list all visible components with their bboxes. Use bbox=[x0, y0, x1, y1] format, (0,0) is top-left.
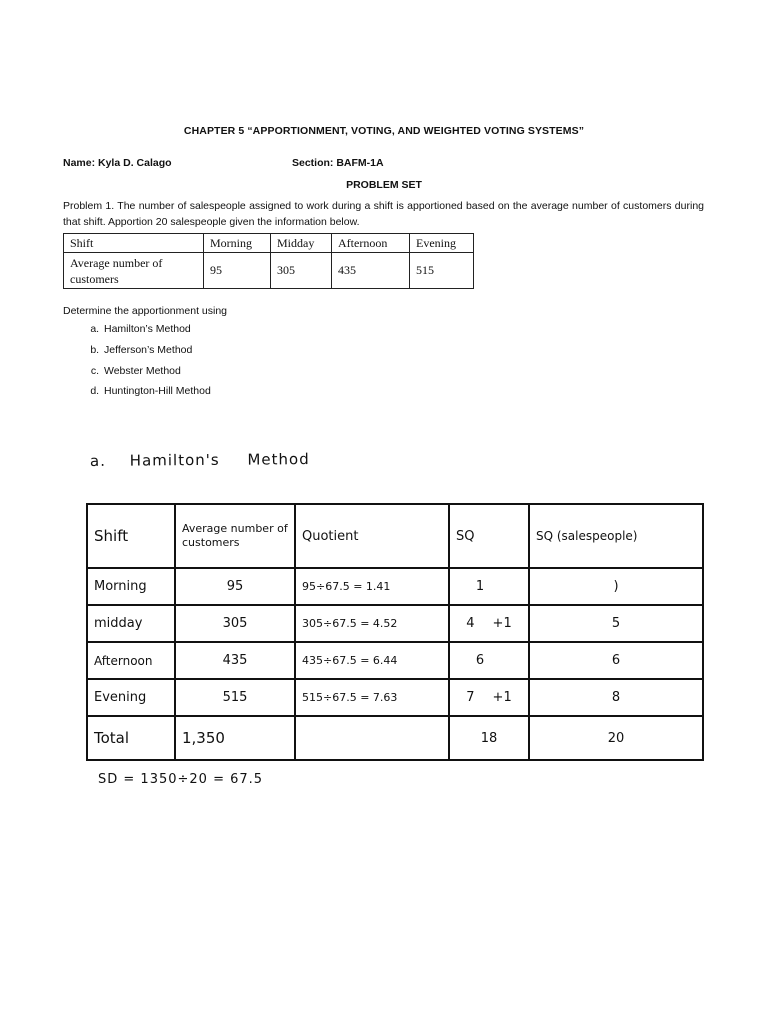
sq-cell: 7 +1 bbox=[449, 679, 529, 716]
total-final: 20 bbox=[529, 716, 703, 760]
given-value-cell: 305 bbox=[271, 253, 332, 289]
total-avg: 1,350 bbox=[175, 716, 295, 760]
method-item: b. Jefferson’s Method bbox=[102, 340, 211, 361]
given-header-cell: Shift bbox=[64, 234, 204, 253]
chapter-title: CHAPTER 5 “APPORTIONMENT, VOTING, AND WEIGHTED VOTING SYSTEMS” bbox=[183, 125, 585, 137]
given-value-cell: 435 bbox=[332, 253, 410, 289]
standard-divisor: SD = 1350÷20 = 67.5 bbox=[98, 772, 264, 787]
table-row bbox=[87, 568, 703, 605]
heading-method: Method bbox=[247, 450, 310, 469]
total-quotient bbox=[295, 716, 449, 760]
student-section: Section: BAFM-1A bbox=[292, 157, 384, 169]
given-data-table bbox=[63, 233, 474, 289]
avg-cell: 435 bbox=[175, 642, 295, 679]
total-label: Total bbox=[87, 716, 175, 760]
determine-intro: Determine the apportionment using bbox=[63, 305, 228, 317]
avg-cell: 515 bbox=[175, 679, 295, 716]
table-row bbox=[87, 605, 703, 642]
heading-name: Hamilton's bbox=[129, 450, 220, 470]
hamilton-header-cell: SQ bbox=[449, 504, 529, 568]
avg-cell: 305 bbox=[175, 605, 295, 642]
sq-cell: 4 +1 bbox=[449, 605, 529, 642]
total-row bbox=[87, 716, 703, 760]
shift-cell: midday bbox=[87, 605, 175, 642]
problem-set-heading: PROBLEM SET bbox=[346, 179, 422, 191]
hamilton-header-cell: Quotient bbox=[295, 504, 449, 568]
hamilton-table bbox=[86, 503, 704, 761]
problem-statement: Problem 1. The number of salespeople assigned to work during a shift is apportioned based on the average number of customers during that shift. Apportion 20 salespeople given the information below. bbox=[63, 200, 704, 228]
heading-letter: a. bbox=[89, 451, 107, 470]
given-row-label: Average number of customers bbox=[64, 253, 204, 289]
given-value-cell: 515 bbox=[410, 253, 474, 289]
avg-cell: 95 bbox=[175, 568, 295, 605]
given-header-cell: Evening bbox=[410, 234, 474, 253]
quotient-cell: 435÷67.5 = 6.44 bbox=[295, 642, 449, 679]
shift-cell: Morning bbox=[87, 568, 175, 605]
hamilton-header-row bbox=[87, 504, 703, 568]
final-cell: 5 bbox=[529, 605, 703, 642]
handwritten-heading bbox=[90, 450, 310, 470]
shift-cell: Evening bbox=[87, 679, 175, 716]
student-name: Name: Kyla D. Calago bbox=[63, 157, 172, 169]
sq-cell: 1 bbox=[449, 568, 529, 605]
given-header-cell: Afternoon bbox=[332, 234, 410, 253]
quotient-cell: 95÷67.5 = 1.41 bbox=[295, 568, 449, 605]
given-header-row bbox=[64, 234, 474, 253]
quotient-cell: 515÷67.5 = 7.63 bbox=[295, 679, 449, 716]
final-cell: ) bbox=[529, 568, 703, 605]
method-item: d. Huntington-Hill Method bbox=[102, 381, 211, 402]
given-header-cell: Midday bbox=[271, 234, 332, 253]
sq-cell: 6 bbox=[449, 642, 529, 679]
final-cell: 8 bbox=[529, 679, 703, 716]
table-row bbox=[87, 679, 703, 716]
hamilton-header-cell: SQ (salespeople) bbox=[529, 504, 703, 568]
final-cell: 6 bbox=[529, 642, 703, 679]
hamilton-header-cell: Shift bbox=[87, 504, 175, 568]
given-header-cell: Morning bbox=[204, 234, 271, 253]
given-value-cell: 95 bbox=[204, 253, 271, 289]
shift-cell: Afternoon bbox=[87, 642, 175, 679]
given-data-row bbox=[64, 253, 474, 289]
method-item: c. Webster Method bbox=[102, 361, 211, 382]
method-item: a. Hamilton’s Method bbox=[102, 319, 211, 340]
quotient-cell: 305÷67.5 = 4.52 bbox=[295, 605, 449, 642]
methods-list bbox=[62, 319, 211, 402]
hamilton-header-cell: Average number of customers bbox=[175, 504, 295, 568]
total-sq: 18 bbox=[449, 716, 529, 760]
table-row bbox=[87, 642, 703, 679]
